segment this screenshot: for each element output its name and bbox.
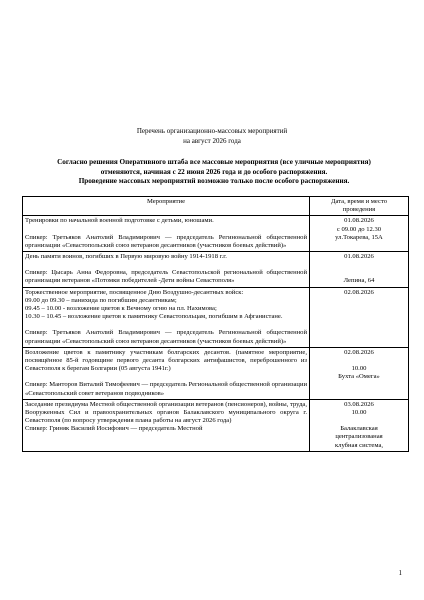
spacer xyxy=(25,261,307,269)
speaker-text: Спикер: Гриняк Василий Иосифович — председатель Местной xyxy=(25,425,203,433)
speaker-text: Спикер: Третьяков Анатолий Владимирович — председатель Регинональной общественной организации «Севастопольский союз ветеранов десантников (участников боевых действий)» xyxy=(25,329,307,345)
event-cell xyxy=(23,347,310,399)
schedule-item: 10.30 – 10.45 – возложение цветов к памятнику Севастопольцам, погибшим в Афганистане. xyxy=(25,313,283,321)
cancellation-notice xyxy=(20,158,408,187)
event-text: Торжественное мероприятие, посвященное Дню Воздушно-десантных войск: xyxy=(25,288,244,296)
datetime-cell xyxy=(310,287,409,347)
datetime-cell xyxy=(310,347,409,399)
spacer xyxy=(312,417,406,425)
datetime-cell xyxy=(310,216,409,252)
header-event: Мероприятие xyxy=(23,197,310,216)
table-row xyxy=(23,399,409,451)
date-text: 01.08.2026 xyxy=(344,253,374,261)
time-text: с 09.00 до 12.30 xyxy=(336,225,382,233)
event-text: День памяти воинов, погибших в Первую мировую войну 1914-1918 г.г. xyxy=(25,253,227,261)
notice-line-2: отменяются, начиная с 22 июня 2026 года и до особого распоряжения. xyxy=(100,167,328,176)
header-datetime-line-2: проведения xyxy=(342,206,376,214)
speaker-text: Спикер: Манторов Виталий Тимофеевич — председатель Региональной общественной организации «Севастопольский совет ветеранов подводников» xyxy=(25,381,307,397)
spacer xyxy=(25,373,307,381)
document-title xyxy=(0,127,424,146)
table-row xyxy=(23,216,409,252)
date-text: 01.08.2026 xyxy=(344,217,374,225)
schedule-item: 09.45 – 10.00 - возложение цветов к Вечному огню на пл. Нахимова; xyxy=(25,305,217,313)
header-datetime-line-1: Дата, время и место xyxy=(330,198,388,205)
place-text: централизованая xyxy=(335,433,383,441)
date-text: 02.08.2026 xyxy=(344,288,374,296)
event-text: Заседание президиума Местной общественной организации ветеранов (пенсионеров), войны, труда, Вооруженных Сил и правоохранительных органов Балаклавского муниципального округа г. Севастополя (по вопросу утверждения плана работы на август 2026 года) xyxy=(25,400,307,425)
table-row xyxy=(23,252,409,288)
place-text: ул.Токарева, 15А xyxy=(335,233,383,241)
date-text: 03.08.2026 xyxy=(344,400,374,408)
spacer xyxy=(312,269,406,277)
spacer xyxy=(25,321,307,329)
events-table xyxy=(22,196,409,452)
event-cell xyxy=(23,216,310,252)
table-row xyxy=(23,347,409,399)
place-text: Лепина, 64 xyxy=(343,277,375,285)
speaker-text: Спикер: Цысарь Анна Федоровна, председатель Севастопольской региональной общественной организации ветеранов «Потомки победителей -Дети войны Севастополя» xyxy=(25,269,307,285)
header-datetime xyxy=(310,197,409,216)
event-text: Тренировки по начальной военной подготовке с детьми, юношами. xyxy=(25,217,214,225)
title-line-1: Перечень организационно-массовых мероприятий xyxy=(136,127,288,135)
spacer xyxy=(312,261,406,269)
notice-line-1: Согласно решения Оперативного штаба все массовые мероприятия (все уличные мероприятия) xyxy=(57,158,371,166)
time-text: 10.00 xyxy=(351,365,367,373)
event-cell xyxy=(23,287,310,347)
title-line-2: на август 2026 года xyxy=(183,136,241,145)
speaker-text: Спикер: Третьяков Анатолий Владимирович — председатель Регинональной общественной организации «Севастопольский союз ветеранов десантников (участников боевых действий)» xyxy=(25,233,307,249)
schedule-item: 09.00 до 09.30 – панихида по погибшим десантникам; xyxy=(25,296,177,304)
datetime-cell xyxy=(310,252,409,288)
page-number: 1 xyxy=(398,569,402,577)
datetime-cell xyxy=(310,399,409,451)
notice-line-3: Проведение массовых мероприятий возможно только после особого распоряжения. xyxy=(78,177,350,185)
time-text: 10.00 xyxy=(351,409,367,417)
table-row xyxy=(23,287,409,347)
place-text: Балаклавская xyxy=(340,425,378,433)
place-text: клубная система, xyxy=(334,441,384,449)
table-header-row xyxy=(23,197,409,216)
date-text: 02.08.2026 xyxy=(344,348,374,356)
place-text: Бухта «Омега» xyxy=(338,373,380,381)
event-cell xyxy=(23,399,310,451)
spacer xyxy=(312,357,406,365)
spacer xyxy=(25,226,307,234)
event-cell xyxy=(23,252,310,288)
event-text: Возложение цветов к памятнику участникам болгарских десантов. (памятное мероприятие, посвящённое 85-й годовщине первого десанта болгарских антифашистов, переброшенного из Севастополя к берегам Болгарии (05 августа 1941г.) xyxy=(25,348,307,373)
